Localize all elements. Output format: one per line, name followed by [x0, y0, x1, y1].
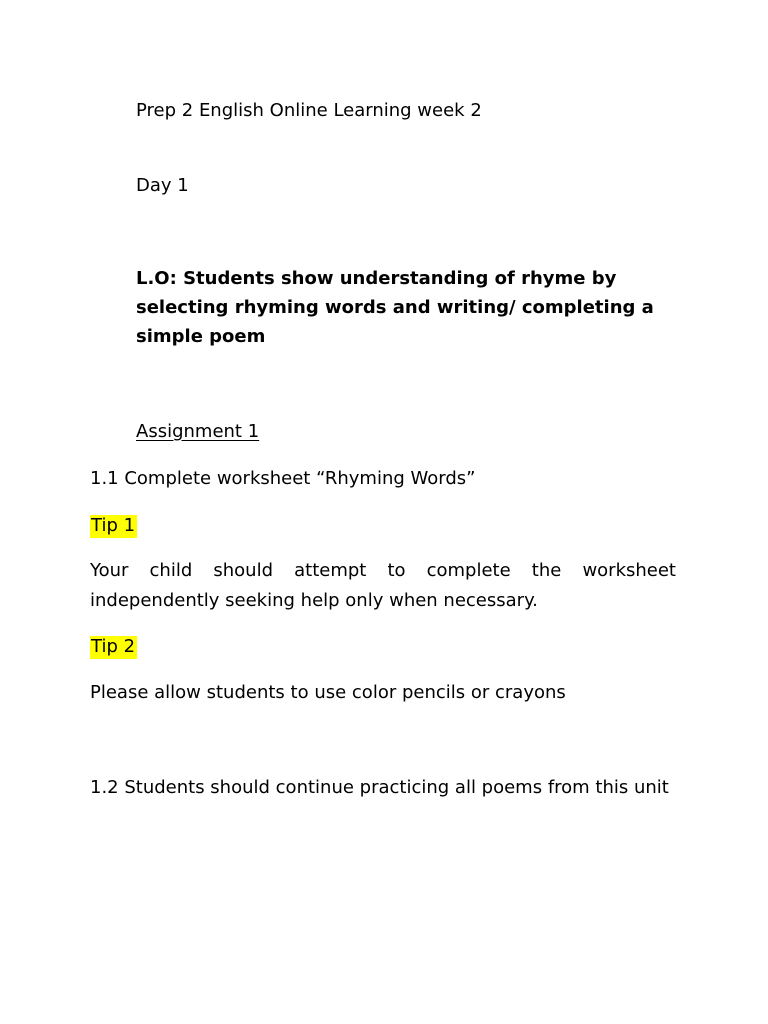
- tip-2-label: Tip 2: [91, 636, 136, 657]
- tip-1-text: Your child should attempt to complete the worksheet independently seeking help only when necessary.: [90, 560, 676, 611]
- assignment-item-1: 1.1 Complete worksheet “Rhyming Words”: [90, 468, 476, 489]
- tip-1-label-line: [90, 511, 137, 540]
- assignment-item-2: 1.2 Students should continue practicing all poems from this unit: [90, 777, 669, 798]
- assignment-heading: Assignment 1: [136, 421, 260, 442]
- document-title: Prep 2 English Online Learning week 2: [136, 100, 482, 121]
- tip-2-text: Please allow students to use color pencils or crayons: [90, 682, 566, 703]
- learning-objective: L.O: Students show understanding of rhyme by selecting rhyming words and writing/ completing a simple poem: [136, 268, 654, 347]
- tip-1-label: Tip 1: [91, 515, 136, 536]
- tip-2-label-line: [90, 632, 137, 661]
- day-label: Day 1: [136, 175, 189, 196]
